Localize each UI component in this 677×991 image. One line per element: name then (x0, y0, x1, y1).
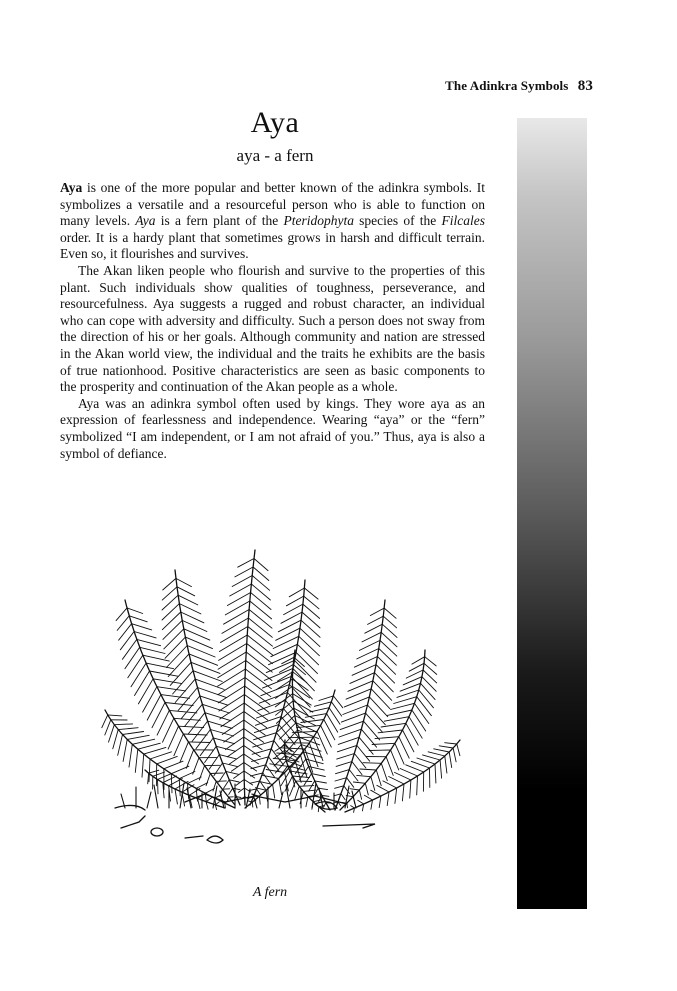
lead-word: Aya (60, 180, 83, 195)
p1-text-4: order. It is a hardy plant that sometimes grows in harsh and difficult terrain. Even so, it flourishes and survives. (60, 229, 485, 262)
p1-text-2: is a fern plant of the (155, 213, 284, 229)
body-text (60, 180, 485, 462)
gradient-sidebar (517, 118, 587, 909)
p1-italic-aya: Aya (135, 213, 156, 229)
fern-illustration-icon (85, 540, 475, 860)
p1-text-1: is one of the more popular and better known of the adinkra symbols. It symbolizes a versatile and a resourceful person who is able to function on many levels. (60, 180, 485, 229)
page-subtitle: aya - a fern (236, 146, 314, 165)
p1-text-3: species of the (353, 213, 442, 229)
paragraph-3: Aya was an adinkra symbol often used by kings. They wore aya as an expression of fearlessness and independence. Wearing “aya” or the “fern” symbolized “I am independent, or I am not afraid of you.” Thus, aya is also a symbol of defiance. (60, 395, 485, 461)
page-number: 83 (577, 78, 593, 94)
running-title: The Adinkra Symbols (445, 78, 569, 93)
paragraph-2: The Akan liken people who flourish and survive to the properties of this plant. Such individuals show qualities of toughness, perseverance, and resourcefulness. Aya suggests a rugged and robust character, an individual who can cope with adversity and difficulty. Such a person does not sway from the direction of his or her goals. Although community and nation are stressed in the Akan world view, the individual and the traits he exhibits are the basis of true nationhood. Positive characteristics are seen as basic components to the prosperity and continuation of the Akan people as a whole. (60, 262, 485, 395)
figure-caption: A fern (252, 885, 288, 900)
paragraph-1 (60, 180, 485, 263)
p1-italic-pteridophyta: Pteridophyta (283, 213, 354, 229)
p1-italic-filcales: Filcales (441, 213, 486, 229)
page-title: Aya (250, 106, 300, 139)
running-header (445, 78, 593, 95)
